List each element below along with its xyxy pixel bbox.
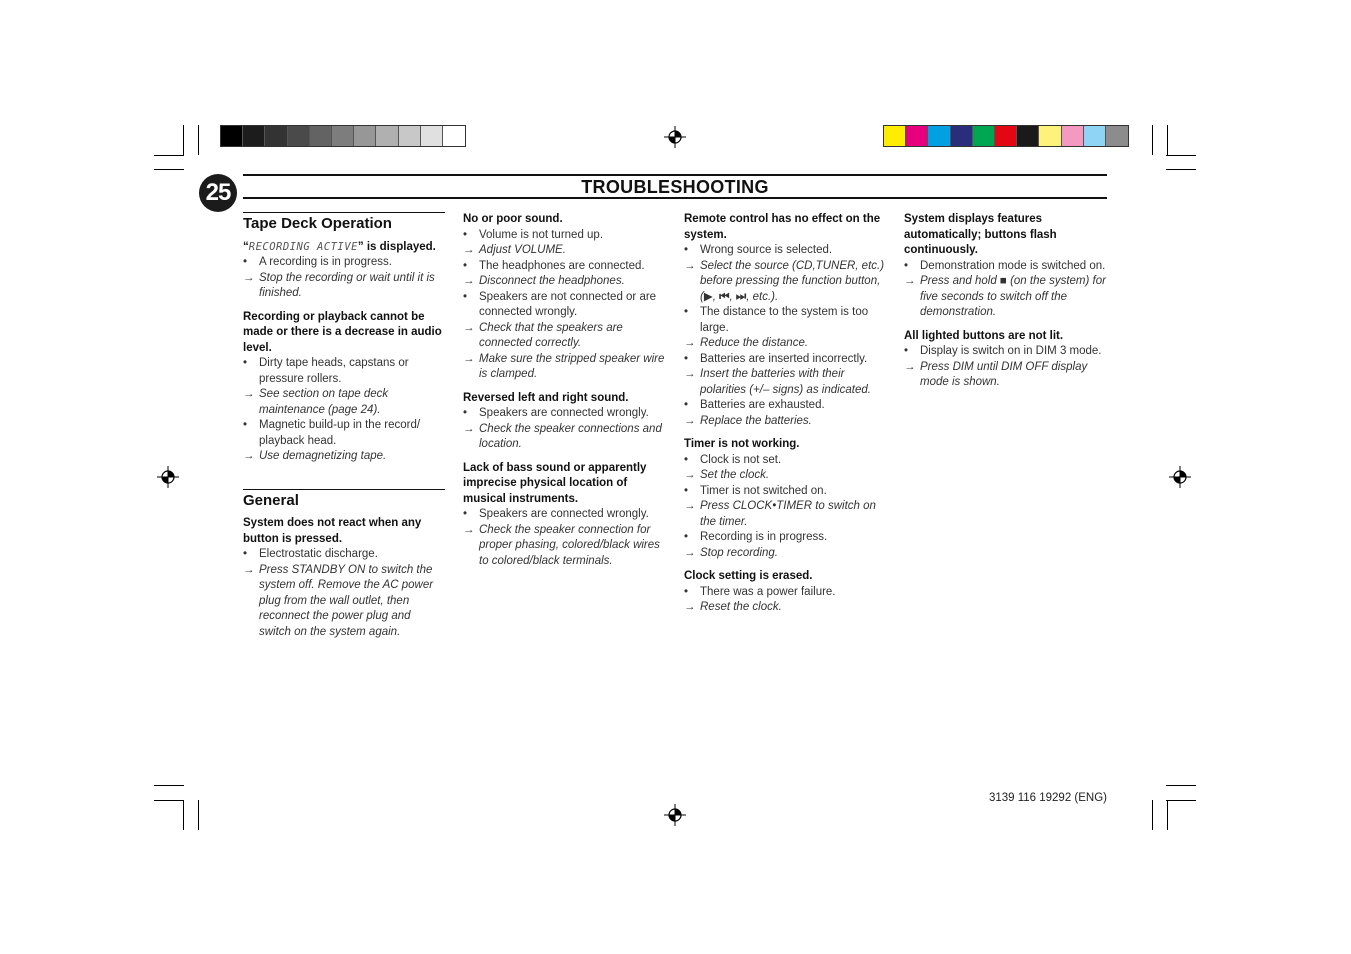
header-rule-top	[243, 174, 1107, 176]
color-swatch	[973, 126, 995, 146]
problem-recording-playback	[243, 310, 445, 465]
page-title: TROUBLESHOOTING	[581, 177, 769, 197]
remedy-item: → Select the source (CD,TUNER, etc.) before pressing the function button, (▶, ⏮, ⏭, etc.).	[684, 259, 885, 303]
document-code: 3139 116 19292 (ENG)	[988, 792, 1107, 804]
bullet-icon: •	[463, 228, 468, 241]
bullet-icon: •	[243, 419, 248, 431]
cause-item: • Display is switch on in DIM 3 mode.	[904, 344, 1109, 360]
next-track-icon: ⏭	[735, 290, 747, 303]
crop-mark	[1166, 155, 1196, 156]
arrow-right-icon: →	[684, 368, 696, 380]
problem-recording-active	[243, 240, 445, 302]
color-swatch	[421, 126, 443, 146]
bullet-icon: •	[684, 306, 689, 318]
stop-icon: ■	[999, 275, 1007, 287]
problem-no-sound	[463, 212, 668, 383]
crop-mark	[1152, 800, 1153, 830]
remedy-item: → Press DIM until DIM OFF display mode is shown.	[904, 360, 1088, 388]
color-swatch	[399, 126, 421, 146]
crop-mark	[154, 785, 184, 786]
cause-item: • Batteries are inserted incorrectly.	[684, 352, 889, 368]
color-swatch	[951, 126, 973, 146]
crop-mark	[1152, 125, 1153, 155]
color-swatch	[310, 126, 332, 146]
page-number-badge: 25	[199, 174, 237, 212]
color-swatch	[1039, 126, 1061, 146]
cause-item: • A recording is in progress.	[243, 255, 445, 271]
bullet-icon: •	[684, 585, 689, 598]
cause-item: • Demonstration mode is switched on.	[904, 259, 1109, 275]
arrow-right-icon: →	[463, 275, 475, 287]
registration-mark-icon	[664, 804, 686, 826]
bullet-icon: •	[684, 453, 689, 466]
problem-clock-erased	[684, 569, 889, 616]
remedy-item: → Press CLOCK•TIMER to switch on the timer.	[684, 500, 876, 528]
remedy-item: → Adjust VOLUME.	[463, 243, 668, 259]
bullet-icon: •	[684, 484, 689, 497]
color-swatch	[1106, 126, 1128, 146]
crop-mark	[1166, 169, 1196, 170]
color-swatch	[884, 126, 906, 146]
arrow-right-icon: →	[463, 321, 475, 334]
bullet-icon: •	[243, 357, 248, 369]
bullet-icon: •	[463, 508, 468, 520]
cause-item: • Magnetic build-up in the record/ playback head.	[243, 419, 421, 447]
crop-mark	[183, 125, 184, 155]
cause-item: • Recording is in progress.	[684, 530, 889, 546]
cause-item: • There was a power failure.	[684, 585, 889, 601]
color-swatch	[928, 126, 950, 146]
problem-demo-mode	[904, 212, 1109, 321]
column-remote-timer	[684, 212, 889, 624]
problem-no-reaction	[243, 516, 445, 640]
problem-heading: Remote control has no effect on the system.	[684, 213, 881, 241]
color-swatch	[376, 126, 398, 146]
column-sound	[463, 212, 668, 577]
remedy-item: → Stop recording.	[684, 546, 889, 562]
bullet-icon: •	[684, 531, 689, 543]
remedy-item: → Disconnect the headphones.	[463, 274, 668, 290]
problem-reversed-sound	[463, 391, 668, 453]
arrow-right-icon: →	[904, 360, 916, 373]
cause-item: • Speakers are connected wrongly.	[463, 507, 668, 523]
crop-mark	[154, 155, 184, 156]
color-swatch	[995, 126, 1017, 146]
section-rule	[243, 489, 445, 490]
crop-mark	[1166, 785, 1196, 786]
problem-heading: “RECORDING ACTIVE” is displayed.	[243, 240, 436, 253]
color-swatch	[354, 126, 376, 146]
crop-mark	[154, 169, 184, 170]
problem-lack-of-bass	[463, 461, 668, 570]
bullet-icon: •	[243, 548, 248, 560]
section-title-tape-deck: Tape Deck Operation	[243, 215, 392, 232]
registration-mark-icon	[157, 466, 179, 488]
crop-mark	[1167, 800, 1168, 830]
cause-item: • The distance to the system is too large.	[684, 306, 869, 334]
crop-mark	[198, 800, 199, 830]
arrow-right-icon: →	[463, 523, 475, 536]
problem-heading: Reversed left and right sound.	[463, 391, 629, 404]
problem-heading: All lighted buttons are not lit.	[904, 329, 1064, 342]
problem-heading: Lack of bass sound or apparently imprecise physical location of musical instruments.	[463, 461, 647, 505]
color-swatch	[221, 126, 243, 146]
cause-item: • Dirty tape heads, capstans or pressure rollers.	[243, 357, 409, 385]
play-icon: ▶	[703, 290, 713, 303]
remedy-item: → Replace the batteries.	[684, 414, 889, 430]
cause-item: • Wrong source is selected.	[684, 243, 889, 259]
remedy-item: → Use demagnetizing tape.	[243, 449, 445, 465]
bullet-icon: •	[463, 290, 468, 303]
remedy-item: → Set the clock.	[684, 468, 889, 484]
cause-item: • Speakers are not connected or are connected wrongly.	[463, 290, 657, 318]
arrow-right-icon: →	[684, 601, 696, 613]
lcd-display-text: RECORDING ACTIVE	[248, 240, 358, 253]
color-swatch	[288, 126, 310, 146]
remedy-item: → Press and hold ■ (on the system) for five seconds to switch off the demonstration.	[904, 275, 1106, 318]
bullet-icon: •	[904, 259, 909, 272]
problem-heading: Clock setting is erased.	[684, 570, 813, 582]
column-tape-general	[243, 212, 445, 648]
arrow-right-icon: →	[684, 414, 696, 427]
header-rule-bottom	[243, 197, 1107, 199]
problem-heading: Timer is not working.	[684, 438, 800, 450]
remedy-item: → See section on tape deck maintenance (page 24).	[243, 388, 389, 416]
arrow-right-icon: →	[463, 422, 475, 435]
arrow-right-icon: →	[463, 244, 475, 256]
problem-heading: System displays features automatically; buttons flash continuously.	[904, 213, 1057, 256]
remedy-item: → Reset the clock.	[684, 600, 889, 616]
cause-item: • Electrostatic discharge.	[243, 547, 445, 563]
bullet-icon: •	[243, 256, 248, 268]
color-swatch	[1017, 126, 1039, 146]
cause-item: • Batteries are exhausted.	[684, 398, 889, 414]
crop-mark	[1167, 125, 1168, 155]
arrow-right-icon: →	[684, 500, 696, 512]
arrow-right-icon: →	[904, 275, 916, 287]
color-swatch	[1062, 126, 1084, 146]
arrow-right-icon: →	[463, 352, 475, 365]
cause-item: • Timer is not switched on.	[684, 484, 889, 500]
registration-mark-icon	[664, 126, 686, 148]
bullet-icon: •	[684, 244, 689, 256]
remedy-item: → Check that the speakers are connected correctly.	[463, 321, 623, 349]
arrow-right-icon: →	[684, 546, 696, 559]
remedy-item: → Stop the recording or wait until it is finished.	[243, 271, 435, 299]
remedy-item: → Press STANDBY ON to switch the system off. Remove the AC power plug from the wall outlet, then reconnect the power plug and switch on the system again.	[243, 563, 434, 638]
problem-heading: System does not react when any button is pressed.	[243, 517, 422, 545]
previous-track-icon: ⏮	[719, 290, 730, 303]
section-title-general: General	[243, 491, 299, 509]
arrow-right-icon: →	[684, 469, 696, 481]
cause-item: • Speakers are connected wrongly.	[463, 406, 668, 422]
registration-mark-icon	[1169, 466, 1191, 488]
remedy-item: → Make sure the stripped speaker wire is clamped.	[463, 352, 665, 380]
bullet-icon: •	[463, 407, 468, 419]
crop-mark	[154, 800, 184, 801]
color-swatch	[443, 126, 465, 146]
bullet-icon: •	[684, 399, 689, 411]
arrow-right-icon: →	[243, 271, 255, 284]
column-display	[904, 212, 1109, 399]
crop-mark	[1166, 800, 1196, 801]
color-swatch	[243, 126, 265, 146]
arrow-right-icon: →	[243, 388, 255, 400]
cause-item: • The headphones are connected.	[463, 259, 668, 275]
section-rule	[243, 212, 445, 213]
remedy-item: → Check the speaker connection for proper phasing, colored/black wires to colored/black terminals.	[463, 523, 660, 567]
crop-mark	[198, 125, 199, 155]
problem-heading: Recording or playback cannot be made or there is a decrease in audio level.	[243, 310, 442, 354]
arrow-right-icon: →	[684, 259, 696, 272]
problem-remote-control	[684, 212, 889, 429]
problem-heading: No or poor sound.	[463, 213, 563, 225]
crop-mark	[183, 800, 184, 830]
bullet-icon: •	[684, 352, 689, 365]
arrow-right-icon: →	[243, 563, 255, 576]
arrow-right-icon: →	[684, 337, 696, 349]
bullet-icon: •	[904, 345, 909, 357]
bullet-icon: •	[463, 259, 468, 272]
color-swatch	[1084, 126, 1106, 146]
color-swatch	[906, 126, 928, 146]
remedy-item: → Insert the batteries with their polarities (+/– signs) as indicated.	[684, 368, 871, 396]
arrow-right-icon: →	[243, 450, 255, 462]
problem-timer	[684, 437, 889, 561]
remedy-item: → Reduce the distance.	[684, 336, 889, 352]
cause-item: • Volume is not turned up.	[463, 228, 668, 244]
grayscale-calibration-bar	[220, 125, 466, 147]
cause-item: • Clock is not set.	[684, 453, 889, 469]
color-swatch	[265, 126, 287, 146]
color-swatch	[332, 126, 354, 146]
remedy-item: → Check the speaker connections and location.	[463, 422, 662, 450]
problem-buttons-not-lit	[904, 329, 1109, 391]
color-calibration-bar	[883, 125, 1129, 147]
